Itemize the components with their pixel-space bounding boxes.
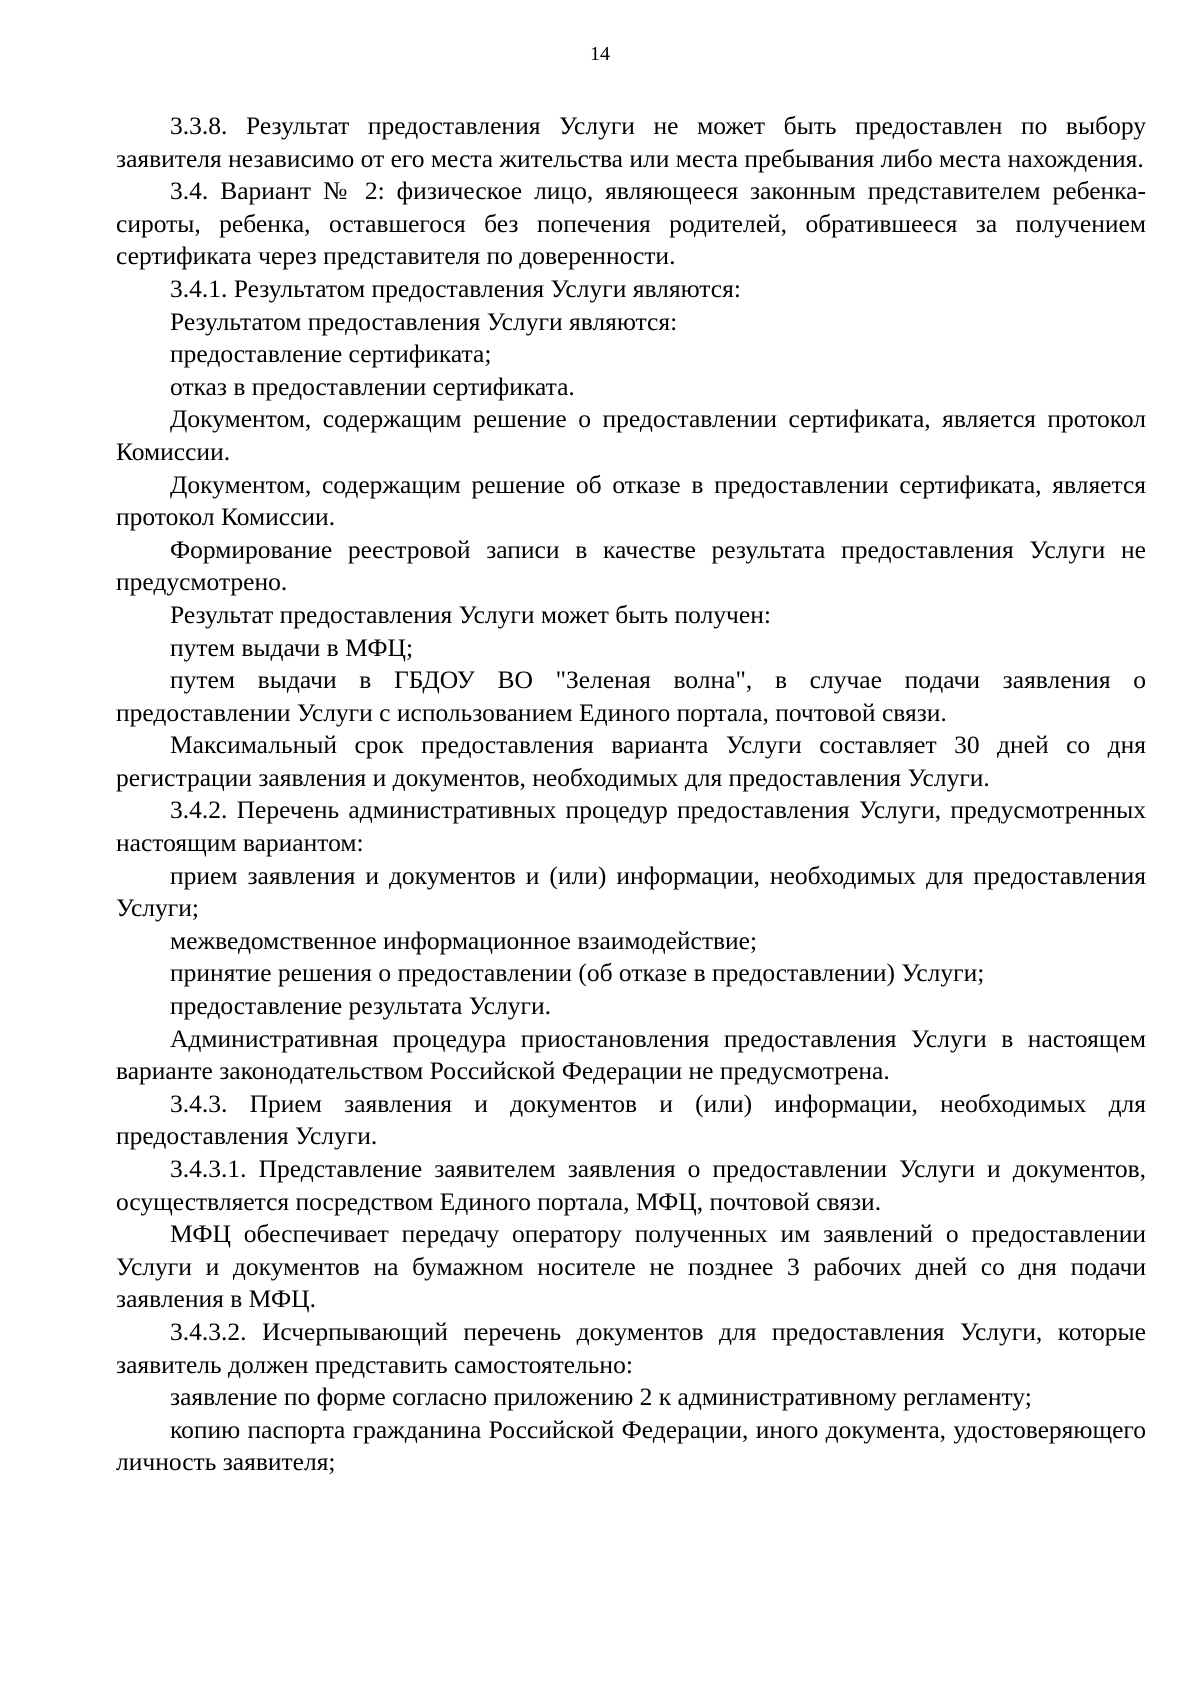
paragraph: предоставление сертификата; bbox=[170, 339, 492, 369]
paragraph: Документом, содержащим решение об отказе в предоставлении сертификата, является протокол Комиссии. bbox=[116, 469, 1146, 532]
paragraph: 3.4.3. Прием заявления и документов и (или) информации, необходимых для предоставления Услуги. bbox=[116, 1088, 1146, 1151]
paragraph: Результат предоставления Услуги может быть получен: bbox=[170, 599, 771, 629]
paragraph: заявление по форме согласно приложению 2 к административному регламенту; bbox=[170, 1382, 1032, 1412]
paragraph: путем выдачи в ГБДОУ ВО "Зеленая волна", в случае подачи заявления о предоставлении Услуги с использованием Единого портала, почтовой связи. bbox=[116, 665, 1146, 727]
paragraph: Результатом предоставления Услуги являются: bbox=[170, 306, 678, 336]
paragraph: 3.3.8. Результат предоставления Услуги не может быть предоставлен по выбору заявителя независимо от его места жительства или места пребывания либо места нахождения. bbox=[116, 111, 1146, 173]
paragraph: межведомственное информационное взаимодействие; bbox=[170, 925, 758, 955]
paragraph: Административная процедура приостановления предоставления Услуги в настоящем варианте законодательством Российской Федерации не предусмотрена. bbox=[116, 1023, 1146, 1086]
paragraph: 3.4.2. Перечень административных процедур предоставления Услуги, предусмотренных настоящим вариантом: bbox=[116, 795, 1146, 858]
paragraph: МФЦ обеспечивает передачу оператору полученных им заявлений о предоставлении Услуги и документов на бумажном носителе не позднее 3 рабочих дней со дня подачи заявления в МФЦ. bbox=[116, 1219, 1146, 1314]
paragraph: 3.4. Вариант № 2: физическое лицо, являющееся законным представителем ребенка-сироты, ребенка, оставшегося без попечения родителей, обратившееся за получением сертификата через представителя по доверенности. bbox=[116, 176, 1146, 271]
paragraph: 3.4.3.2. Исчерпывающий перечень документов для предоставления Услуги, которые заявитель должен представить самостоятельно: bbox=[116, 1316, 1146, 1379]
paragraph: предоставление результата Услуги. bbox=[170, 991, 552, 1021]
paragraph: Максимальный срок предоставления варианта Услуги составляет 30 дней со дня регистрации заявления и документов, необходимых для предоставления Услуги. bbox=[116, 730, 1146, 792]
paragraph: Документом, содержащим решение о предоставлении сертификата, является протокол Комиссии. bbox=[116, 404, 1146, 466]
paragraph: Формирование реестровой записи в качестве результата предоставления Услуги не предусмотрено. bbox=[116, 534, 1146, 597]
document-body bbox=[116, 110, 1146, 1479]
paragraph: 3.4.3.1. Представление заявителем заявления о предоставлении Услуги и документов, осуществляется посредством Единого портала, МФЦ, почтовой связи. bbox=[116, 1154, 1146, 1216]
page-number: 14 bbox=[590, 43, 610, 65]
paragraph: принятие решения о предоставлении (об отказе в предоставлении) Услуги; bbox=[170, 958, 985, 988]
paragraph: путем выдачи в МФЦ; bbox=[170, 632, 414, 662]
paragraph: прием заявления и документов и (или) информации, необходимых для предоставления Услуги; bbox=[116, 860, 1146, 923]
paragraph: отказ в предоставлении сертификата. bbox=[170, 371, 575, 401]
paragraph: 3.4.1. Результатом предоставления Услуги являются: bbox=[170, 273, 741, 303]
paragraph: копию паспорта гражданина Российской Федерации, иного документа, удостоверяющего личность заявителя; bbox=[116, 1414, 1146, 1477]
